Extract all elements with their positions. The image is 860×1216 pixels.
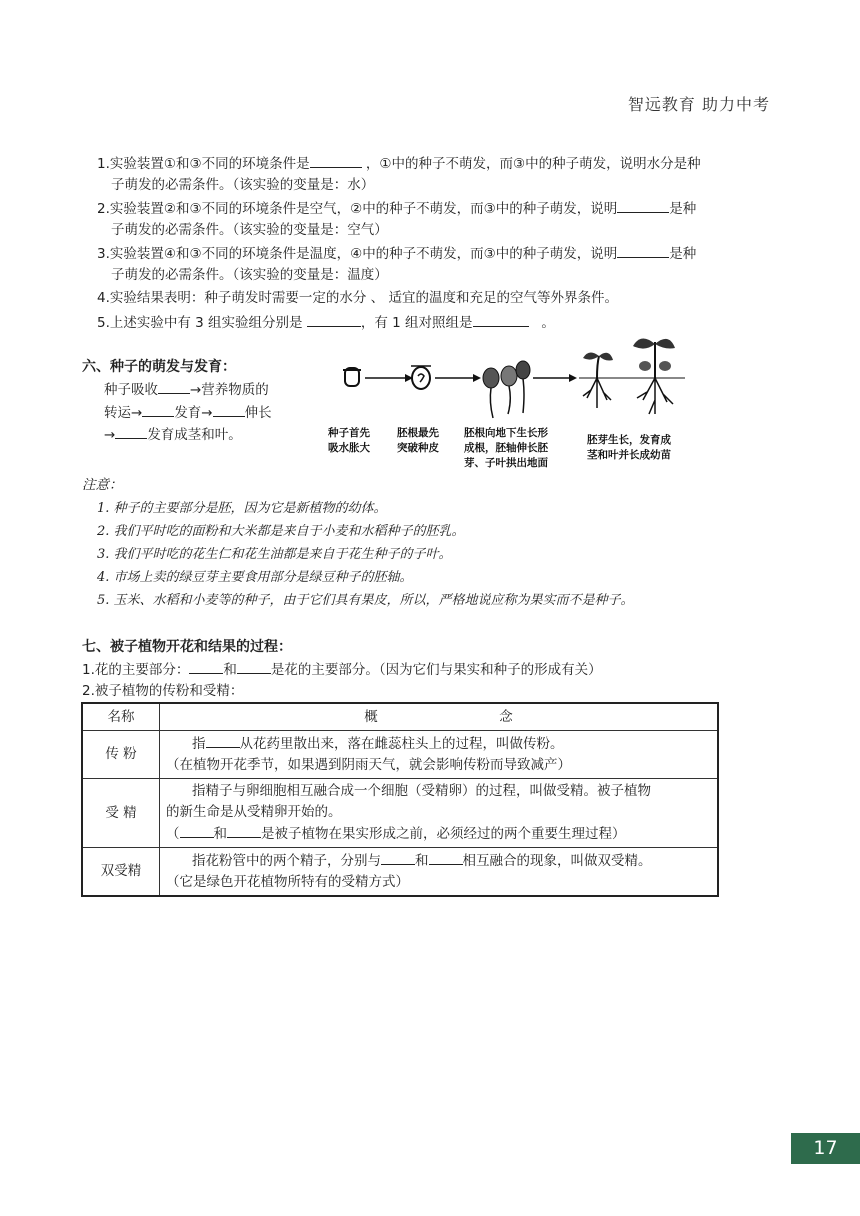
- blank: [237, 659, 271, 674]
- page-number: 17: [791, 1133, 860, 1164]
- table-row: [82, 848, 718, 897]
- caption-line: 胚根向地下生长形: [464, 427, 548, 439]
- concept-line: （它是绿色开花植物所特有的受精方式）: [166, 874, 409, 890]
- row-concept-double-fertilization: [160, 848, 719, 897]
- s6-text: 发育成茎和叶。: [147, 427, 242, 443]
- seed-stage-1-icon: [343, 368, 361, 386]
- blank: [142, 402, 174, 417]
- q2-text-c: 子萌发的必需条件。（该实验的变量是：空气）: [111, 222, 388, 238]
- note-item: 2. 我们平时吃的面粉和大米都是来自于小麦和水稻种子的胚乳。: [97, 524, 465, 539]
- concept-text: 相互融合的现象，叫做双受精。: [462, 853, 652, 869]
- blank: [381, 850, 415, 865]
- seed-stage-2-icon: [411, 366, 431, 389]
- caption-stage-1: [328, 426, 370, 456]
- section6-title: 六、种子的萌发与发育：: [82, 359, 236, 375]
- section7-line1: [82, 659, 602, 680]
- s6-text: 发育→: [174, 405, 213, 421]
- concept-line: [166, 850, 711, 872]
- caption-stage-3: [464, 426, 548, 471]
- blank: [206, 733, 240, 748]
- concept-line: 的新生命是从受精卵开始的。: [166, 804, 342, 820]
- blank: [158, 379, 190, 394]
- q1-text-c: 子萌发的必需条件。（该实验的变量是：水）: [111, 177, 375, 193]
- s6-text: 种子吸收: [104, 382, 158, 398]
- notes-title: 注意：: [82, 477, 123, 493]
- table-header-name: 名称: [82, 703, 160, 731]
- row-concept-pollination: [160, 731, 719, 779]
- caption-line: 突破种皮: [397, 442, 439, 454]
- caption-line: 胚根最先: [397, 427, 439, 439]
- blank: [307, 312, 361, 327]
- question-4: 4.实验结果表明：种子萌发时需要一定的水分 、 适宜的温度和充足的空气等外界条件。: [97, 290, 618, 306]
- q1-text-b: ，①中的种子不萌发，而③中的种子萌发，说明水分是种: [365, 156, 701, 172]
- s7-text: 1.花的主要部分：: [82, 662, 190, 678]
- q3-text-a: 3.实验装置④和③不同的环境条件是温度，④中的种子不萌发，而③中的种子萌发，说明: [97, 246, 618, 262]
- table-row: [82, 731, 718, 779]
- germination-diagram: [325, 330, 695, 430]
- concept-text: 指: [192, 736, 206, 752]
- table-row: [82, 779, 718, 848]
- seedling-stage-4-icon: [579, 338, 685, 414]
- caption-line: 茎和叶并长成幼苗: [587, 449, 671, 461]
- table-header-row: [82, 703, 718, 731]
- row-concept-fertilization: [160, 779, 719, 848]
- note-item: 1. 种子的主要部分是胚，因为它是新植物的幼体。: [97, 501, 387, 516]
- blank: [227, 823, 261, 838]
- blank: [473, 312, 529, 327]
- s7-text: 是花的主要部分。（因为它们与果实和种子的形成有关）: [270, 662, 602, 678]
- question-2: [97, 198, 696, 219]
- q5-text-c: 。: [541, 315, 555, 331]
- blank: [189, 659, 223, 674]
- concept-line: 指精子与卵细胞相互融合成一个细胞（受精卵）的过程，叫做受精。被子植物: [192, 783, 651, 799]
- blank: [180, 823, 214, 838]
- section7-line2: 2.被子植物的传粉和受精：: [82, 683, 244, 699]
- caption-line: 种子首先: [328, 427, 370, 439]
- concept-line: （在植物开花季节，如果遇到阴雨天气，就会影响传粉而导致减产）: [166, 757, 571, 773]
- section6-line1: [104, 379, 269, 400]
- q2-text-a: 2.实验装置②和③不同的环境条件是空气，②中的种子不萌发，而③中的种子萌发，说明: [97, 201, 618, 217]
- concept-line: [166, 733, 711, 755]
- q1-text-a: 1.实验装置①和③不同的环境条件是: [97, 156, 310, 172]
- blank: [429, 850, 463, 865]
- row-name-double-fertilization: 双受精: [82, 848, 160, 897]
- q5-text-a: 5.上述实验中有 3 组实验组分别是: [97, 315, 303, 331]
- blank: [310, 153, 362, 168]
- q3-text-b: 是种: [669, 246, 697, 262]
- caption-line: 吸水胀大: [328, 442, 370, 454]
- section6-line3: [104, 424, 242, 445]
- concept-text: （: [166, 826, 180, 842]
- question-1: [97, 153, 701, 174]
- note-item: 4. 市场上卖的绿豆芽主要食用部分是绿豆种子的胚轴。: [97, 570, 413, 585]
- note-item: 5. 玉米、水稻和小麦等的种子，由于它们具有果皮，所以，严格地说应称为果实而不是种子。: [97, 593, 634, 608]
- header-title: 智远教育 助力中考: [627, 95, 770, 114]
- blank: [617, 198, 669, 213]
- caption-line: 胚芽生长，发育成: [587, 434, 671, 446]
- caption-line: 成根，胚轴伸长胚: [464, 442, 548, 454]
- concept-text: 和: [213, 826, 227, 842]
- seed-stage-3-icon: [483, 361, 530, 418]
- table-header-concept: 概 念: [160, 703, 719, 731]
- note-item: 3. 我们平时吃的花生仁和花生油都是来自于花生种子的子叶。: [97, 547, 452, 562]
- s6-text: →: [104, 427, 116, 443]
- s6-text: →营养物质的: [190, 382, 269, 398]
- section7-title: 七、被子植物开花和结果的过程：: [82, 639, 292, 655]
- caption-stage-4: [587, 433, 671, 463]
- caption-line: 芽、子叶拱出地面: [464, 457, 548, 469]
- concept-line: [166, 823, 711, 845]
- concept-text: 指花粉管中的两个精子，分别与: [192, 853, 381, 869]
- concept-text: 从花药里散出来，落在雌蕊柱头上的过程，叫做传粉。: [239, 736, 564, 752]
- q5-text-b: ，有 1 组对照组是: [360, 315, 473, 331]
- s6-text: 转运→: [104, 405, 143, 421]
- section6-line2: [104, 402, 272, 423]
- s7-text: 和: [223, 662, 237, 678]
- q2-text-b: 是种: [669, 201, 697, 217]
- pollination-fertilization-table: [81, 702, 719, 897]
- blank: [617, 243, 669, 258]
- blank: [115, 424, 147, 439]
- q3-text-c: 子萌发的必需条件。（该实验的变量是：温度）: [111, 267, 388, 283]
- concept-text: 和: [415, 853, 429, 869]
- question-3: [97, 243, 696, 264]
- concept-text: 是被子植物在果实形成之前，必须经过的两个重要生理过程）: [261, 826, 626, 842]
- row-name-pollination: 传 粉: [82, 731, 160, 779]
- blank: [213, 402, 245, 417]
- s6-text: 伸长: [244, 405, 272, 421]
- caption-stage-2: [397, 426, 439, 456]
- row-name-fertilization: 受 精: [82, 779, 160, 848]
